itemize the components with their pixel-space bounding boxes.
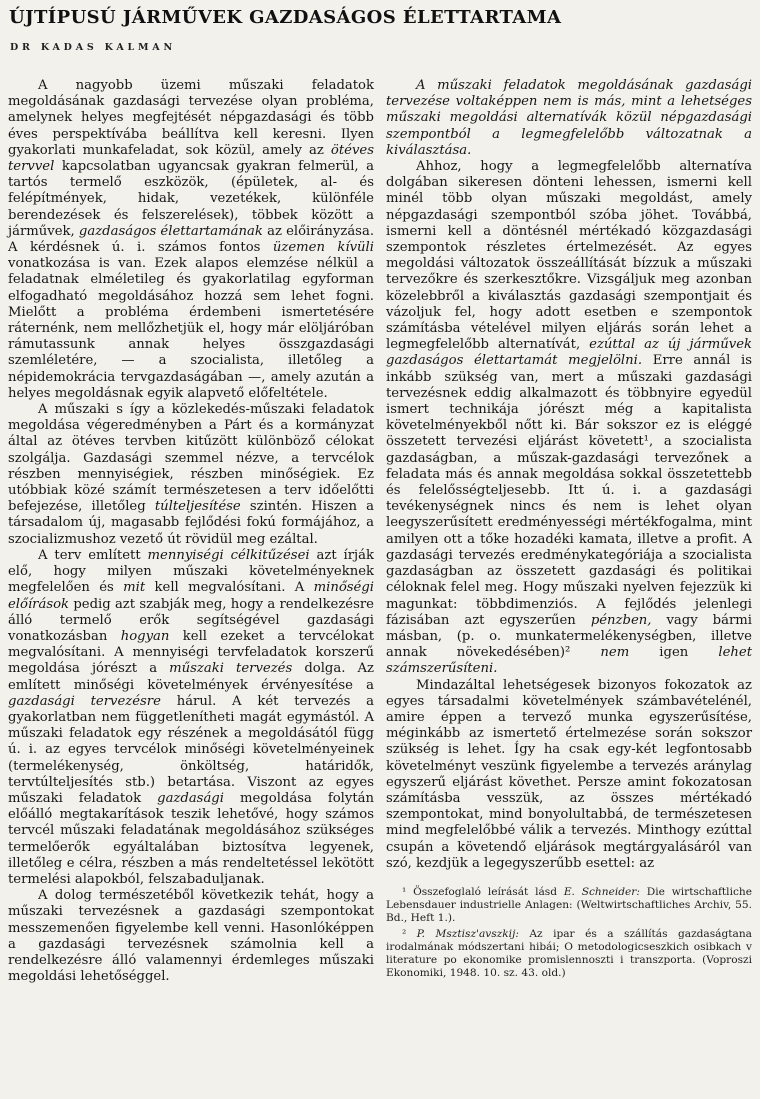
article-title: ÚJTÍPUSÚ JÁRMŰVEK GAZDASÁGOS ÉLETTARTAMA <box>9 7 562 28</box>
text-run: Az ipar és a szállítás gazdaságtana irodalmának módszertani hibái; O metodologicseszkich osibkach v literature po ekonomike promislennoszti i transzporta. (Voproszi Ekonomiki, 1948. 10. sz. 43. old.) <box>386 927 752 979</box>
italic-text-run: ezúttal az új járművek gazdaságos élettartamát megjelölni. <box>386 337 752 369</box>
footnotes <box>386 886 752 980</box>
italic-text-run: minőségi előírások <box>8 580 374 612</box>
italic-text-run: nem <box>600 645 630 661</box>
author-line: DR KADAS KALMAN <box>10 42 176 53</box>
footnote <box>386 928 752 980</box>
text-run: A dolog természetéből következik tehát, hogy a műszaki tervezésnek a gazdasági szempontokat messzemenően figyelembe kell venni. Hasonlóképpen a gazdasági tervezésnek számolnia kell a rendelkezésre álló valamennyi érdemleges műszaki megoldási lehetőséggel. <box>8 888 374 985</box>
text-run: kell megvalósítani. A <box>145 580 314 596</box>
italic-text-run: gazdaságos élettartamának <box>78 223 263 239</box>
italic-text-run: P. Msztisz'avszkij: <box>416 927 519 940</box>
text-run: kell ezeket a tervcélokat megvalósítani. A mennyiségi tervfeladatok korszerű megoldása jórészt a <box>8 628 375 677</box>
right-column-body <box>386 78 752 872</box>
footnote <box>386 886 752 925</box>
text-run: Die wirtschaftliche Lebensdauer industrielle Anlagen: (Weltwirtschaftliches Archiv, 55. Bd., Heft 1.). <box>386 885 752 924</box>
text-run: hárul. A két tervezés a gyakorlatban nem függetlenítheti magát egymástól. A műszaki feladatok egy részének a megoldásától függ ú. i. az egyes tervcélok minőségi követelményeinek (termelékenység, önköltség, határidők, tervtúlteljesítés stb.) betartása. Viszont az egyes műszaki feladatok <box>8 693 375 806</box>
italic-text-run: lehet számszerűsíteni. <box>386 645 752 677</box>
paragraph <box>386 78 752 159</box>
text-run: A nagyobb üzemi műszaki feladatok megoldásának gazdasági tervezése olyan probléma, amelynek helyes megfejtését népgazdasági és több éves perspektívába beállítva kell keresni. Ilyen gyakorlati munkafeladat, sok közül, amely az <box>8 78 374 158</box>
paragraph <box>8 548 374 888</box>
text-run: Erre annál is inkább szükség van, mert a műszaki gazdasági tervezésnek eddig alkalmazott és többnyire egyedül ismert technikája jórészt még a kapitalista követelményekből nőtt ki. Bár sokszor ez is eléggé összetett tervezési eljárást követett¹, a szocialista gazdaságban, a műszak-gazdasági tervezőnek a feladata más és annak megoldása sokkal összetettebb és felelősségteljesebb. Itt ú. i. a gazdasági tevékenységnek nincs és nem is lehet olyan leegyszerűsített eredményességi mértékfogalma, mint amilyen ott a tőke hozadéki kamata, illetve a profit. A gazdasági tervezés eredménykategóriája a szocialista gazdaságban az összetett gazdasági és politikai céloknak felel meg. Hogy műszaki nyelven fejezzük ki magunkat: többdimenziós. A fejlődés jelenlegi fázisában azt egyszerűen <box>386 353 753 628</box>
text-run: ² <box>402 927 417 940</box>
italic-text-run: E. Schneider: <box>563 885 640 898</box>
italic-text-run: gazdasági <box>157 790 224 806</box>
text-run: megoldása folytán előálló megtakarítások teszik lehetővé, hogy számos tervcél műszaki feladatának megoldásához szükséges termelőerők egyáltalában biztosítva legyenek, illetőleg e célra, részben a más rendeltetéssel lekötött termelési alapokból, felszabaduljanak. <box>8 790 375 887</box>
text-run: A terv említett <box>38 547 148 563</box>
text-run: vagy bármi másban, (p. o. munkatermelékenységben, illetve annak növekedésében)² <box>386 612 753 661</box>
italic-text-run: üzemen kívüli <box>272 240 374 256</box>
italic-text-run: ötéves tervvel <box>8 142 374 175</box>
text-run: kapcsolatban ugyancsak gyakran felmerül, a tartós termelő eszközök, (épületek, al- és felépítmények, hidak, vezetékek, különféle berendezések és felszerelések), többek között a járművek, <box>8 159 374 239</box>
text-run: ¹ Összefoglaló leírását lásd <box>402 885 564 898</box>
paragraph <box>386 159 752 678</box>
italic-text-run: hogyan <box>120 628 170 644</box>
text-run: pedig azt szabják meg, hogy a rendelkezésre álló termelő erők segítségével gazdasági vonatkozásban <box>8 596 374 644</box>
text-run: A műszaki s így a közlekedés-műszaki feladatok megoldása végeredményben a Párt és a kormányzat által az ötéves tervben kitűzött különböző célokat szolgálja. Gazdasági szemmel nézve, a tervcélok részben mennyiségiek, részben minőségiek. Ez utóbbiak közé számít természetesen a terv időelőtti befejezése, illetőleg <box>8 402 374 515</box>
text-run: igen <box>629 645 719 661</box>
italic-text-run: A műszaki feladatok megoldásának gazdasági tervezése voltaképpen nem is más, mint a lehetséges műszaki megoldási alternatívák közül népgazdasági szempontból a legmegfelelőbb változatnak a kiválasztása. <box>386 78 752 158</box>
left-column <box>8 78 374 985</box>
text-run: azt írják elő, hogy milyen műszaki követelményeknek megfelelően és <box>8 547 374 596</box>
text-run: vonatkozása is van. Ezek alapos elemzése nélkül a feladatnak elméletileg és gyakorlatilag egyforman elfogadható megoldásához hozzá sem lehet fogni. Mielőtt a probléma érdembeni ismertetésére ráternénk, nem mellőzhetjük el, hogy már elöljáróban rámutassunk annak helyes összgazdasági szemléletére, — a szocialista, illetőleg a népidemokrácia tervgazdaságában —, amely azután a helyes megoldásnak egyik alapvető előfeltétele. <box>8 256 374 401</box>
paragraph <box>386 678 752 872</box>
italic-text-run: mennyiségi célkitűzései <box>147 547 310 563</box>
text-run: dolga. Az említett minőségi követelmények érvényesítése a <box>8 661 374 693</box>
italic-text-run: túlteljesítése <box>154 499 241 515</box>
text-run: Ahhoz, hogy a legmegfelelőbb alternatíva dolgában sikeresen dönteni lehessen, ismerni kell minél több olyan műszaki megoldást, amely népgazdasági szempontból szóba jöhet. Továbbá, ismerni kell a döntésnél mértékadó közgazdasági szempontok részletes értelmezését. Az egyes megoldási változatok összeállítását bízzuk a műszaki tervezőkre és szerkesztőkre. Vizsgáljuk meg azonban közelebbről a kiválasztás gazdasági szempontjait és vázoljuk fel, hogy adott esetben e szempontok számításba vételével milyen eljárás során lehet a legmegfelelőbb alternatívát, <box>386 159 752 353</box>
right-column <box>386 78 752 983</box>
paragraph <box>8 402 374 548</box>
paragraph <box>8 78 374 402</box>
italic-text-run: gazdasági tervezésre <box>8 693 161 709</box>
italic-text-run: műszaki tervezés <box>169 661 293 677</box>
paragraph <box>8 888 374 985</box>
text-run: Mindazáltal lehetségesek bizonyos fokozatok az egyes társadalmi követelmények számbavételénél, amire éppen a tervező munka egyszerűsítése, méginkább az ismertető értelmezése során sokszor szükség is lehet. Így ha csak egy-két legfontosabb követelményt veszünk figyelembe a tervezés aránylag egyszerű eljárást követhet. Persze amint fokozatosan számításba vesszük, az összes mértékadó szempontokat, mind bonyolultabbá, de természetesen mind megfelelőbbé válik a tervezés. Minthogy ezúttal csupán a követendő eljárások megtárgyalásáról van szó, kezdjük a legegyszerűbb esettel: az <box>386 677 752 871</box>
italic-text-run: mit <box>123 580 146 596</box>
text-run: szintén. Hiszen a társadalom új, magasabb fejlődési fokú formájához, a szocializmushoz vezető út rövidül meg ezáltal. <box>8 499 375 547</box>
italic-text-run: pénzben, <box>590 612 652 628</box>
text-run: az előirányzása. A kérdésnek ú. i. számos fontos <box>8 223 375 256</box>
